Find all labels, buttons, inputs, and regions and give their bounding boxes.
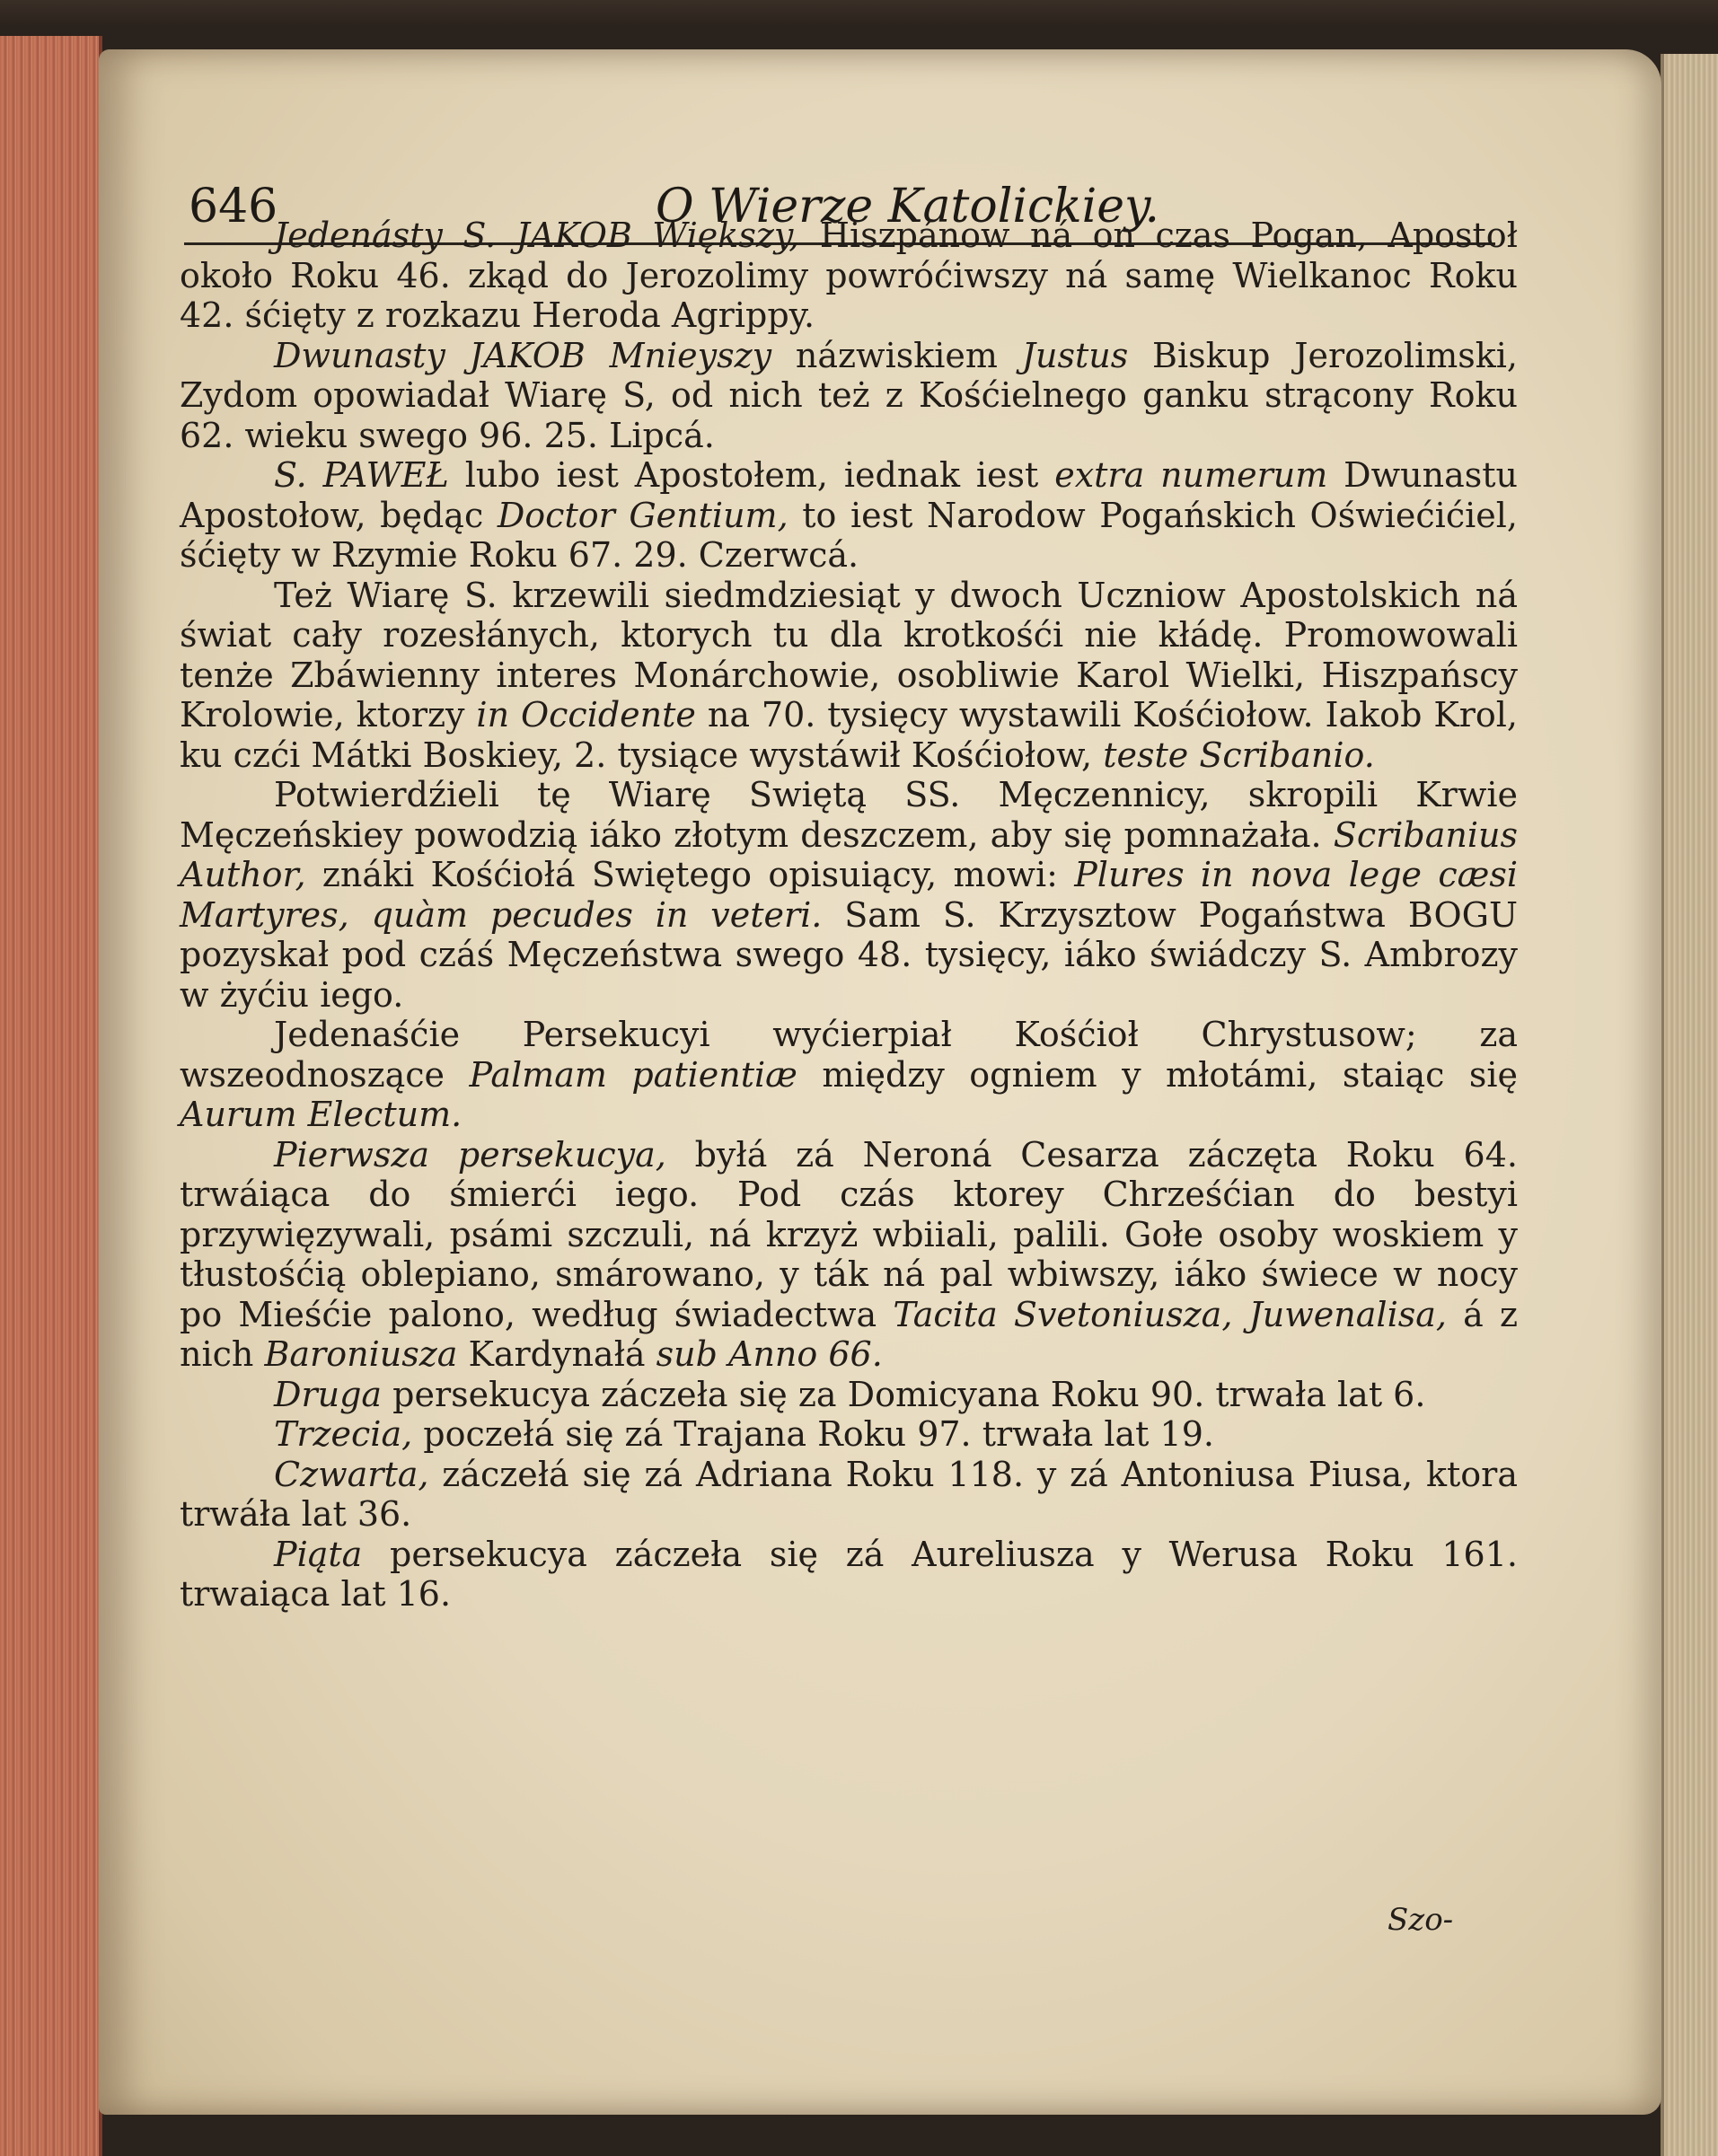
italic-text-run: Dwunasty JAKOB Mnieyszy bbox=[274, 335, 772, 375]
text-run: Też Wiarę S. krzewili siedmdziesiąt y dwoch Uczniow Apostolskich ná świat cały rozesłánych, ktorych tu dla krotkośći nie kłádę. Promowowali tenże Zbáwienny interes Monárchowie, osobliwie Karol Wielki, Hiszpańscy Krolowie, ktorzy bbox=[180, 575, 1518, 735]
italic-text-run: in Occidente bbox=[476, 695, 696, 735]
page-header bbox=[99, 121, 1500, 233]
text-run: názwiskiem bbox=[771, 335, 1022, 375]
italic-text-run: Palmam patientiæ bbox=[469, 1054, 797, 1095]
text-run: Kardynałá bbox=[457, 1334, 656, 1374]
text-run: Dwunastu Apostołow, będąc bbox=[180, 455, 1518, 535]
paragraph bbox=[180, 1414, 1518, 1455]
paragraph bbox=[180, 576, 1518, 776]
italic-text-run: extra numerum bbox=[1054, 455, 1328, 495]
text-run: to iest Narodow Pogańskich Oświećićiel, śćięty w Rzymie Roku 67. 29. Czerwcá. bbox=[180, 495, 1518, 575]
italic-text-run: Pierwsza persekucya, bbox=[274, 1134, 666, 1175]
text-run: Sam S. Krzysztow Pogaństwa BOGU pozyskał pod czáś Męczeństwa swego 48. tysięcy, iáko świádczy S. Ambrozy w żyćiu iego. bbox=[180, 894, 1518, 1015]
text-run: á z nich bbox=[180, 1294, 1518, 1374]
text-run: między ogniem y młotámi, staiąc się bbox=[797, 1054, 1518, 1095]
text-run: Potwierdźieli tę Wiarę Swiętą SS. Męczennicy, skropili Krwie Męczeńskiey powodzią iáko złotym deszczem, aby się pomnażała. bbox=[180, 775, 1518, 855]
italic-text-run: Plures in nova lege cæsi Martyres, quàm pecudes in veteri. bbox=[180, 855, 1518, 935]
italic-text-run: Jedenásty S. JAKOB Większy, bbox=[274, 216, 800, 255]
italic-text-run: teste Scribanio. bbox=[1103, 735, 1375, 775]
paragraph bbox=[180, 1135, 1518, 1375]
paragraph bbox=[180, 216, 1518, 336]
text-run: poczełá się zá Trajana Roku 97. trwała lat 19. bbox=[412, 1414, 1214, 1454]
text-run: byłá zá Neroná Cesarza záczęta Roku 64. trwáiąca do śmierći iego. Pod czás ktorey Chrześćian do bestyi przywięzywali, psámi szczuli, ná krzyż wbiiali, palili. Gołe osoby woskiem y tłustośćią oblepiano, smárowano, y ták ná pal wbiwszy, iáko świece w nocy po Mieśćie palono, według świadectwa bbox=[180, 1134, 1518, 1334]
text-run: Hiszpánow ná on czas Pogan, Apostoł około Roku 46. zkąd do Jerozolimy powróćiwszy ná samę Wielkanoc Roku 42. śćięty z rozkazu Heroda Agrippy. bbox=[180, 216, 1518, 335]
italic-text-run: Doctor Gentium, bbox=[497, 495, 789, 535]
italic-text-run: sub Anno 66. bbox=[656, 1334, 883, 1374]
italic-text-run: S. PAWEŁ bbox=[274, 455, 449, 495]
italic-text-run: Trzecia, bbox=[274, 1414, 413, 1454]
paragraph bbox=[180, 336, 1518, 456]
italic-text-run: Druga bbox=[274, 1374, 383, 1414]
text-run: persekucya záczeła się zá Aureliusza y Werusa Roku 161. trwaiąca lat 16. bbox=[180, 1534, 1518, 1614]
italic-text-run: Scribanius Author, bbox=[180, 814, 1518, 894]
text-run: záczełá się zá Adriana Roku 118. y zá Antoniusa Piusa, ktora trwáła lat 36. bbox=[180, 1454, 1518, 1534]
text-run: persekucya záczeła się za Domicyana Roku 90. trwała lat 6. bbox=[382, 1374, 1426, 1414]
paragraph bbox=[180, 455, 1518, 576]
paragraph bbox=[180, 1375, 1518, 1415]
italic-text-run: Baroniusza bbox=[264, 1334, 458, 1374]
page-number: 646 bbox=[189, 180, 278, 233]
paragraph bbox=[180, 1455, 1518, 1535]
text-run: na 70. tysięcy wystawili Kośćiołow. Iakob Krol, ku czći Mátki Boskiey, 2. tysiące wystáwił Kośćiołow, bbox=[180, 695, 1518, 775]
text-run: Jedenaśćie Persekucyi wyćierpiał Kośćioł Chrystusow; za wszeodnoszące bbox=[180, 1015, 1518, 1095]
catchword: Szo- bbox=[1388, 1902, 1454, 1938]
text-run: Biskup Jerozolimski, Zydom opowiadał Wiarę S, od nich też z Kośćielnego ganku strącony Roku 62. wieku swego 96. 25. Lipcá. bbox=[180, 335, 1518, 455]
italic-text-run: Justus bbox=[1021, 335, 1129, 375]
italic-text-run: Tacita Svetoniusza, Juwenalisa, bbox=[893, 1294, 1447, 1334]
text-run: znáki Kośćiołá Swiętego opisuiący, mowi: bbox=[305, 855, 1075, 894]
body-text bbox=[180, 216, 1518, 1615]
page-edges-left bbox=[0, 36, 102, 2156]
italic-text-run: Czwarta, bbox=[274, 1454, 429, 1494]
italic-text-run: Piąta bbox=[274, 1534, 363, 1574]
paragraph bbox=[180, 775, 1518, 1015]
paragraph bbox=[180, 1015, 1518, 1135]
running-title: O Wierze Katolickiey. bbox=[656, 180, 1160, 233]
italic-text-run: Aurum Electum. bbox=[180, 1095, 463, 1134]
paragraph bbox=[180, 1535, 1518, 1615]
page-edges-right bbox=[1661, 54, 1718, 2156]
text-run: lubo iest Apostołem, iednak iest bbox=[448, 455, 1055, 495]
